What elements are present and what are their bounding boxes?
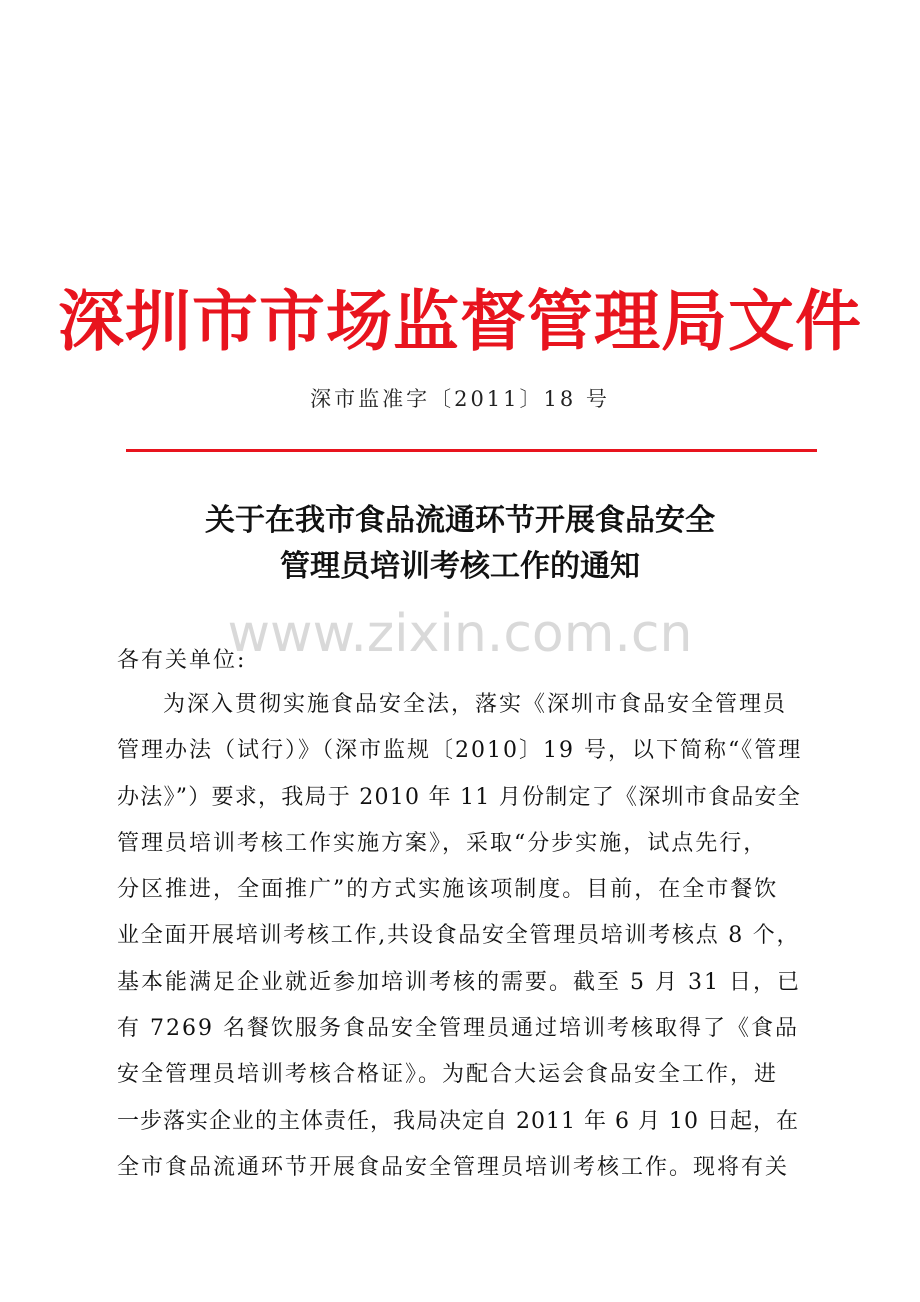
body-line: 全市食品流通环节开展食品安全管理员培训考核工作。现将有关	[117, 1154, 790, 1180]
notice-title-line-2: 管理员培训考核工作的通知	[280, 549, 640, 584]
body-line: 管理办法（试行）》（深市监规〔2010〕19 号，以下简称“《管理	[117, 738, 803, 764]
body-line: 安全管理员培训考核合格证》。为配合大运会食品安全工作，进	[117, 1062, 779, 1088]
body-line: 办法》”）要求，我局于 2010 年 11 月份制定了《深圳市食品安全	[117, 784, 801, 810]
body-line: 业全面开展培训考核工作,共设食品安全管理员培训考核点 8 个，	[117, 923, 801, 949]
body-line: 有 7269 名餐饮服务食品安全管理员通过培训考核取得了《食品	[117, 1016, 799, 1042]
body-text	[117, 682, 807, 1191]
body-line: 管理员培训考核工作实施方案》，采取“分步实施，试点先行，	[117, 830, 768, 856]
body-line: 分区推进，全面推广”的方式实施该项制度。目前，在全市餐饮	[117, 877, 779, 903]
notice-title	[0, 498, 920, 590]
watermark: www.zixin.com.cn	[227, 604, 693, 664]
agency-title: 深圳市市场监督管理局文件	[58, 282, 862, 360]
red-divider	[126, 449, 817, 452]
document-number: 深市监准字〔2011〕18 号	[310, 387, 610, 411]
body-line: 基本能满足企业就近参加培训考核的需要。截至 5 月 31 日，已	[117, 969, 801, 995]
notice-title-line-1: 关于在我市食品流通环节开展食品安全	[205, 503, 715, 538]
body-line: 一步落实企业的主体责任，我局决定自 2011 年 6 月 10 日起，在	[117, 1108, 799, 1134]
salutation: 各有关单位:	[117, 648, 247, 673]
body-line: 为深入贯彻实施食品安全法，落实《深圳市食品安全管理员	[163, 692, 788, 717]
